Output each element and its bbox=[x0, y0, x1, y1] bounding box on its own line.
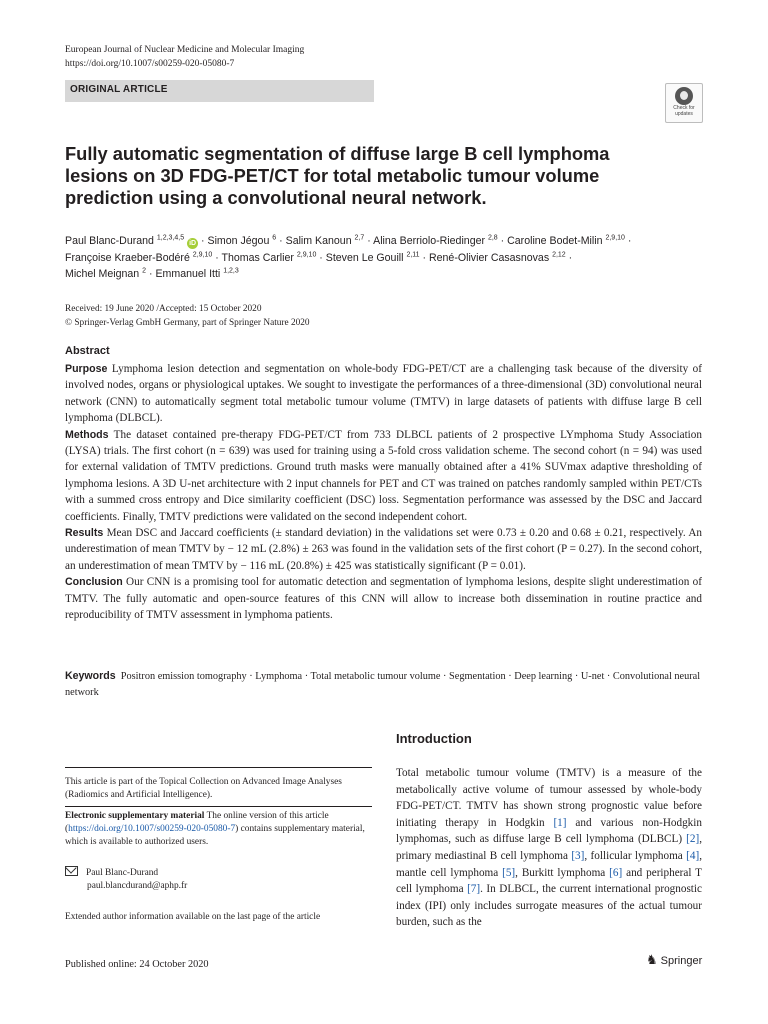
author-name[interactable]: Paul Blanc-Durand bbox=[65, 235, 154, 247]
reference-link[interactable]: [4] bbox=[686, 849, 700, 862]
author-name[interactable]: Simon Jégou bbox=[207, 235, 270, 247]
copyright: © Springer-Verlag GmbH Germany, part of Springer Nature 2020 bbox=[65, 317, 310, 328]
author-affiliation: 2,7 bbox=[354, 234, 365, 242]
contact-email[interactable]: paul.blancdurand@aphp.fr bbox=[87, 881, 188, 891]
doi-link[interactable]: https://doi.org/10.1007/s00259-020-05080-7 bbox=[65, 59, 235, 69]
author-affiliation: 2,11 bbox=[406, 250, 420, 258]
introduction-text bbox=[396, 765, 702, 931]
keywords-text: Positron emission tomography · Lymphoma · Total metabolic tumour volume · Segmentation · Deep learning · U-net · Convolutional neural network bbox=[65, 671, 701, 698]
orcid-icon[interactable]: iD bbox=[189, 240, 197, 247]
footnote-divider bbox=[65, 806, 372, 807]
corresponding-author bbox=[65, 866, 375, 893]
received-accepted: Received: 19 June 2020 /Accepted: 15 October 2020 bbox=[65, 304, 262, 314]
intro-text: , primary mediastinal B cell lymphoma bbox=[396, 833, 702, 862]
author-name[interactable]: Salim Kanoun bbox=[285, 235, 352, 247]
publisher-logo bbox=[646, 952, 702, 968]
keywords-label: Keywords bbox=[65, 670, 116, 682]
supplementary-note bbox=[65, 810, 375, 849]
check-updates-line1: Check for bbox=[673, 105, 695, 111]
esm-label: Electronic supplementary material bbox=[65, 811, 205, 821]
conclusion-text: Our CNN is a promising tool for automatic detection and segmentation of lymphoma lesions, despite slight underestimation of TMTV. The fully automatic and open-source features of this CNN will allow to increase both dissemination in routine practice and reproducibility of TMTV assessment in lymphoma patients. bbox=[65, 576, 703, 622]
intro-text: . In DLBCL, the current international prognostic index (IPI) only includes surrogate measures of the actual tumour burden, such as the bbox=[396, 883, 702, 929]
title-line-2: lesions on 3D FDG-PET/CT for total metabolic tumour volume bbox=[65, 165, 600, 186]
author-affiliation: 2,8 bbox=[487, 234, 498, 242]
author-name[interactable]: Caroline Bodet-Milin bbox=[507, 235, 603, 247]
keywords bbox=[65, 668, 715, 701]
author-name[interactable]: Thomas Carlier bbox=[221, 251, 294, 264]
reference-link[interactable]: [3] bbox=[571, 849, 585, 862]
reference-link[interactable]: [7] bbox=[467, 883, 481, 896]
results-label: Results bbox=[65, 527, 104, 540]
intro-text: and various non-Hodgkin lymphomas, such as diffuse large B cell lymphoma (DLBCL) bbox=[396, 816, 702, 846]
author-line-3: Michel Meignan $^2$ · Emmanuel Itti $^{1,2,3}$ bbox=[65, 267, 239, 280]
check-for-updates-badge[interactable] bbox=[665, 83, 703, 123]
methods-label: Methods bbox=[65, 428, 109, 441]
published-online: Published online: 24 October 2020 bbox=[65, 959, 209, 970]
author-affiliation: 1,2,3,4,5 bbox=[156, 234, 185, 242]
conclusion-label: Conclusion bbox=[65, 576, 123, 589]
abstract-body bbox=[65, 361, 702, 624]
title-line-1: Fully automatic segmentation of diffuse large B cell lymphoma bbox=[65, 143, 610, 164]
intro-text: , follicular lymphoma bbox=[584, 849, 687, 862]
abstract-methods bbox=[65, 427, 702, 525]
reference-link[interactable]: [1] bbox=[553, 816, 567, 829]
author-name[interactable]: Alina Berriolo-Riedinger bbox=[373, 235, 486, 247]
abstract-results bbox=[65, 525, 702, 574]
author-name[interactable]: Michel Meignan bbox=[65, 268, 140, 280]
author-affiliation: 2,12 bbox=[552, 250, 566, 258]
reference-link[interactable]: [2] bbox=[686, 833, 700, 846]
journal-name: European Journal of Nuclear Medicine and Molecular Imaging bbox=[65, 45, 305, 55]
envelope-icon bbox=[65, 866, 78, 876]
author-affiliation: 2,9,10 bbox=[296, 250, 317, 258]
reference-link[interactable]: [5] bbox=[502, 866, 516, 879]
contact-name-row bbox=[65, 866, 375, 880]
purpose-text: Lymphoma lesion detection and segmentation on whole-body FDG-PET/CT are a challenging task because of the diversity of involved nodes, organs or physiological uptakes. We sought to investigate the performances of a three-dimensional (3D) convolutional neural network (CNN) to automatically segment total metabolic tumour volume (TMTV) in large datasets of patients with diffuse large B cell lymphoma (DLBCL). bbox=[65, 363, 703, 425]
article-title bbox=[65, 143, 625, 209]
article-dates bbox=[65, 303, 310, 330]
author-name[interactable]: Emmanuel Itti bbox=[155, 268, 221, 280]
contact-name: Paul Blanc-Durand bbox=[86, 868, 159, 878]
author-name[interactable]: Steven Le Gouill bbox=[325, 251, 404, 264]
abstract-purpose bbox=[65, 361, 702, 427]
footnote-divider bbox=[65, 767, 372, 768]
article-type: ORIGINAL ARTICLE bbox=[70, 84, 168, 95]
publisher-name: Springer bbox=[660, 955, 703, 967]
intro-text: , Burkitt lymphoma bbox=[515, 866, 610, 879]
author-list bbox=[65, 233, 715, 283]
intro-text: , mantle cell lymphoma bbox=[396, 849, 702, 879]
author-affiliation: 2,9,10 bbox=[605, 234, 625, 242]
title-line-3: prediction using a convolutional neural network. bbox=[65, 187, 487, 208]
esm-link[interactable]: https://doi.org/10.1007/s00259-020-05080-7 bbox=[68, 824, 236, 834]
reference-link[interactable]: [6] bbox=[609, 866, 623, 879]
check-updates-line2: updates bbox=[675, 110, 693, 117]
author-affiliation: 2,9,10 bbox=[192, 250, 213, 258]
intro-text: Total metabolic tumour volume (TMTV) is a measure of the metabolically active volume of tumour assessed by whole-body FDG-PET/CT. TMTV has shown strong prognostic value before initiating therapy in Hodgkin bbox=[396, 767, 702, 829]
extended-author-info: Extended author information available on the last page of the article bbox=[65, 912, 321, 922]
author-line-1: Paul Blanc-Durand $^{1,2,3,4,5}$ iD · Simon Jégou $^6$ · Salim Kanoun $^{2,7}$ · Alina Berriolo-Riedinger $^{2,8}$ · Caroline Bodet-Milin $^{2,9,10}$ · bbox=[65, 234, 632, 247]
introduction-heading: Introduction bbox=[396, 731, 472, 746]
methods-text: The dataset contained pre-therapy FDG-PET/CT from 733 DLBCL patients of 2 prospective LYmphoma Study Association (LYSA) trials. The first cohort (n = 639) was used for training using a 5-fold cross validation scheme. The second cohort (n = 94) was used for external validation of TMTV predictions. Ground truth masks were manually obtained after a 41% SUVmax adaptive thresholding of lymphoma lesions. A 3D U-net architecture with 2 input channels for PET and CT was trained on patches randomly sampled within PET/CTs with a summed cross entropy and Dice similarity coefficient (DSC) loss. Segmentation performance was assessed by the DSC and Jaccard coefficients. Finally, TMTV predictions were validated on the second independent cohort. bbox=[65, 428, 702, 523]
article-type-banner bbox=[65, 80, 374, 102]
author-name[interactable]: Françoise Kraeber-Bodéré bbox=[65, 251, 190, 264]
topical-collection-note: This article is part of the Topical Collection on Advanced Image Analyses (Radiomics and Artificial Intelligence). bbox=[65, 777, 342, 800]
esm-text: ) contains supplementary material, which is available to authorized users. bbox=[65, 824, 365, 847]
journal-header bbox=[65, 43, 304, 71]
author-name[interactable]: René-Olivier Casasnovas bbox=[429, 251, 550, 264]
esm-text: The online version of this article ( bbox=[65, 811, 329, 834]
author-affiliation: 6 bbox=[272, 234, 277, 242]
abstract-conclusion bbox=[65, 574, 702, 623]
author-affiliation: 1,2,3 bbox=[223, 267, 239, 275]
intro-text: and peripheral T cell lymphoma bbox=[396, 866, 702, 896]
check-updates-icon bbox=[675, 87, 693, 105]
author-line-2: Françoise Kraeber-Bodéré $^{2,9,10}$ · Thomas Carlier $^{2,9,10}$ · Steven Le Gouill $^{2,11}$ · René-Olivier Casasnovas $^{2,12}$ · bbox=[65, 250, 573, 264]
abstract-heading: Abstract bbox=[65, 345, 110, 357]
results-text: Mean DSC and Jaccard coefficients (± standard deviation) in the validations set were 0.73 ± 0.20 and 0.68 ± 0.21, respectively. An underestimation of mean TMTV by − 12 mL (2.8%) ± 263 was found in the validation sets of the first cohort (P = 0.27). In the second cohort, an underestimation of mean TMTV by − 116 mL (20.8%) ± 425 was statistically significant (P = 0.01). bbox=[65, 527, 702, 572]
author-affiliation: 2 bbox=[142, 267, 147, 275]
purpose-label: Purpose bbox=[65, 363, 108, 375]
springer-horse-icon: ♞ bbox=[646, 952, 658, 967]
